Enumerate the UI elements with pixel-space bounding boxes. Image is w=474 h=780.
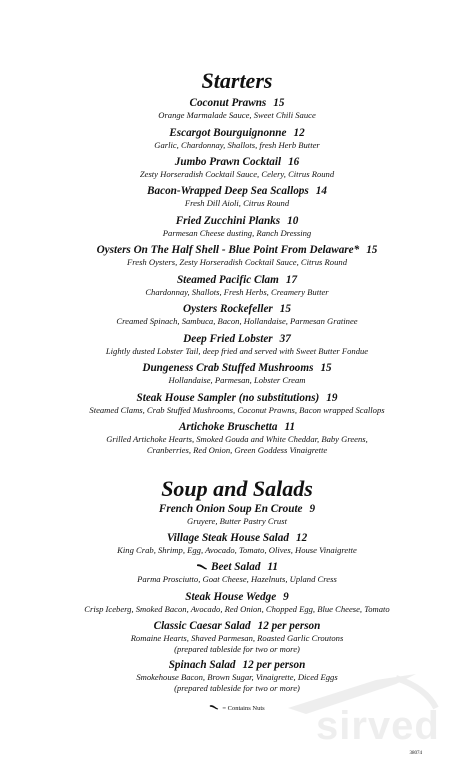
item-description: Orange Marmalade Sauce, Sweet Chili Sauce (158, 110, 316, 120)
item-price: 14 (315, 185, 327, 197)
item-description: Fresh Dill Aioli, Citrus Round (184, 198, 290, 208)
page-code: 38074 (409, 751, 422, 756)
item-name: Oysters On The Half Shell - Blue Point From Delaware* (96, 244, 360, 256)
item-description: Gruyere, Butter Pastry Crust (187, 516, 287, 526)
legend-text: = Contains Nuts (222, 705, 265, 712)
menu-item (0, 127, 474, 151)
item-description: Crisp Iceberg, Smoked Bacon, Avocado, Red Onion, Chopped Egg, Blue Cheese, Tomato (84, 604, 390, 614)
item-price: 12 per person (242, 659, 306, 671)
item-price: 9 (309, 503, 316, 515)
item-name: Village Steak House Salad (166, 532, 289, 544)
menu-item (0, 362, 474, 386)
menu-item (0, 620, 474, 655)
menu-item (0, 303, 474, 327)
menu-item (0, 503, 474, 527)
item-price: 12 (295, 532, 308, 544)
menu-item (0, 156, 474, 180)
item-name: Dungeness Crab Stuffed Mushrooms (142, 362, 314, 374)
menu-item (0, 244, 474, 268)
item-price: 11 (267, 561, 278, 574)
item-price: 15 (279, 303, 291, 315)
item-name: Steamed Pacific Clam (176, 274, 279, 286)
item-name: Bacon-Wrapped Deep Sea Scallops (147, 185, 309, 197)
item-price: 19 (326, 392, 338, 404)
item-name: Jumbo Prawn Cocktail (174, 156, 282, 168)
item-name: Deep Fried Lobster (183, 333, 273, 345)
starters-heading: Starters (201, 68, 273, 93)
item-price: 11 (284, 421, 296, 433)
item-description: Garlic, Chardonnay, Shallots, fresh Herb Butter (154, 140, 320, 150)
item-description: (prepared tableside for two or more) (174, 683, 300, 693)
item-price: 9 (283, 591, 289, 603)
soup-salads-heading: Soup and Salads (161, 476, 313, 501)
item-name: Coconut Prawns (189, 97, 267, 109)
item-name: Classic Caesar Salad (153, 620, 251, 632)
item-name: Fried Zucchini Planks (175, 215, 281, 227)
item-description: Grilled Artichoke Hearts, Smoked Gouda and White Cheddar, Baby Greens, (106, 434, 368, 444)
item-description: Smokehouse Bacon, Brown Sugar, Vinaigrette, Diced Eggs (136, 672, 338, 682)
item-price: 37 (279, 333, 291, 345)
item-description: Chardonnay, Shallots, Fresh Herbs, Creamery Butter (145, 287, 329, 297)
item-name: Artichoke Bruschetta (178, 421, 278, 433)
item-description: Hollandaise, Parmesan, Lobster Cream (168, 375, 306, 385)
item-description: Lightly dusted Lobster Tail, deep fried and served with Sweet Butter Fondue (105, 346, 369, 356)
item-name: Spinach Salad (168, 659, 236, 671)
item-price: 15 (366, 244, 378, 256)
watermark-text: sirved (316, 704, 440, 748)
menu-item (0, 591, 474, 615)
menu-item (0, 215, 474, 239)
item-description: Cranberries, Red Onion, Green Goddess Vinaigrette (146, 445, 328, 455)
item-description: Parma Prosciutto, Goat Cheese, Hazelnuts, Upland Cress (137, 574, 337, 585)
item-price: 15 (273, 97, 285, 109)
menu-item (0, 333, 474, 357)
menu-item (0, 561, 474, 585)
item-description: (prepared tableside for two or more) (174, 644, 300, 654)
item-price: 15 (320, 362, 332, 374)
item-price: 10 (287, 215, 299, 227)
item-price: 12 (293, 127, 305, 139)
item-name: Steak House Wedge (185, 591, 277, 603)
menu-item (0, 532, 474, 556)
item-name: Oysters Rockefeller (183, 303, 273, 315)
nut-icon (209, 704, 219, 713)
menu-item (0, 274, 474, 298)
item-description: Steamed Clams, Crab Stuffed Mushrooms, Coconut Prawns, Bacon wrapped Scallops (89, 405, 385, 415)
item-description: Zesty Horseradish Cocktail Sauce, Celery, Citrus Round (139, 169, 335, 179)
item-name: Escargot Bourguignonne (169, 127, 287, 139)
menu-item (0, 97, 474, 121)
item-name: French Onion Soup En Croute (158, 503, 303, 515)
item-description: Parmesan Cheese dusting, Ranch Dressing (162, 228, 312, 238)
menu-item (0, 421, 474, 456)
item-description: Creamed Spinach, Sambuca, Bacon, Hollandaise, Parmesan Gratinee (116, 316, 358, 326)
item-price: 12 per person (257, 620, 321, 632)
item-description: Fresh Oysters, Zesty Horseradish Cocktail Sauce, Citrus Round (126, 257, 347, 267)
item-name: Beet Salad (211, 561, 261, 574)
item-price: 16 (288, 156, 300, 168)
nut-icon (196, 561, 208, 574)
item-description: King Crab, Shrimp, Egg, Avocado, Tomato, Olives, House Vinaigrette (117, 545, 357, 555)
item-price: 17 (285, 274, 298, 286)
menu-item (0, 392, 474, 416)
menu-item (0, 185, 474, 209)
item-description: Romaine Hearts, Shaved Parmesan, Roasted Garlic Croutons (130, 633, 344, 643)
item-name: Steak House Sampler (no substitutions) (136, 392, 320, 404)
